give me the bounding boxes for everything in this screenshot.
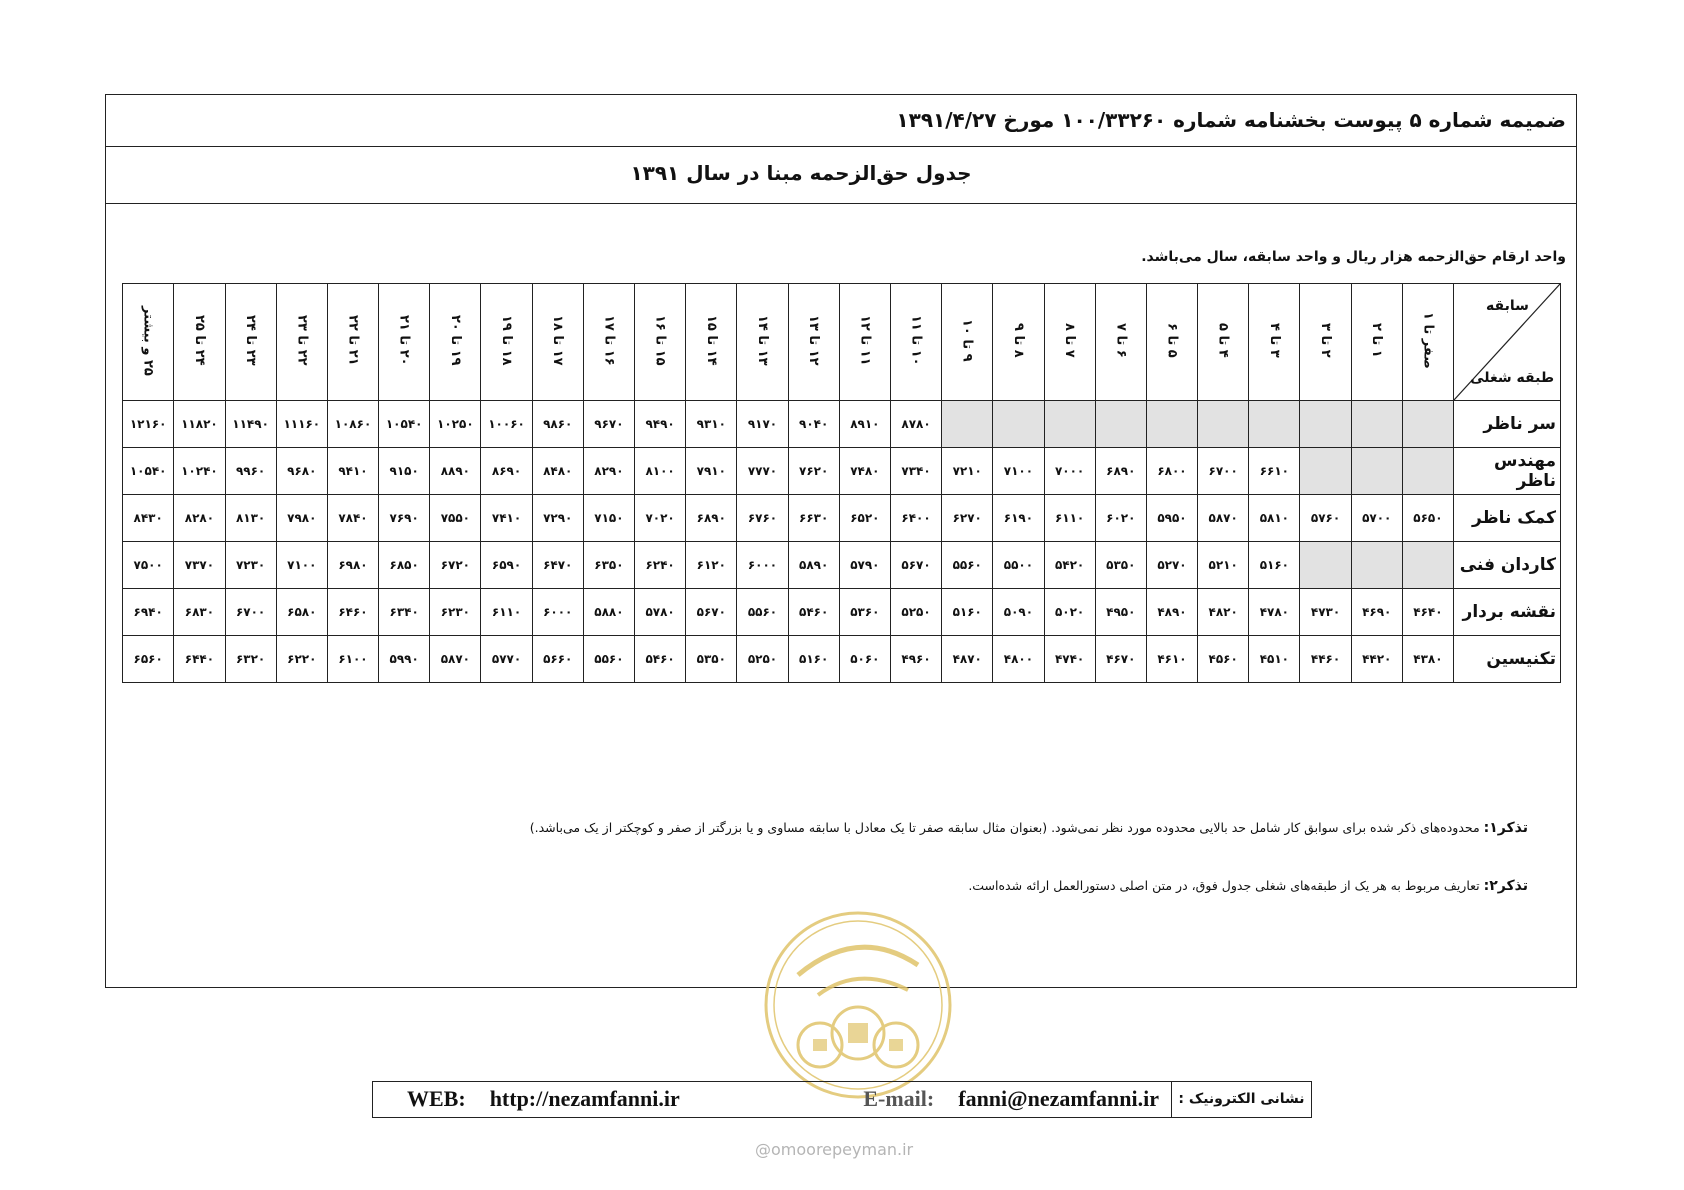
table-row [123,636,1561,683]
fee-cell: ۵۳۶۰ [839,589,890,636]
experience-column-header [379,284,430,401]
fee-cell: ۶۷۰۰ [225,589,276,636]
corner-label-experience: سابقه [1486,298,1529,314]
fee-cell: ۸۲۹۰ [583,448,634,495]
fee-cell: ۶۹۴۰ [123,589,174,636]
experience-column-header [276,284,327,401]
fee-cell: ۸۴۳۰ [123,495,174,542]
web-key: WEB: [407,1086,466,1111]
fee-cell: ۵۶۷۰ [686,589,737,636]
fee-cell: ۵۱۶۰ [942,589,993,636]
document-frame [105,94,1577,988]
note-label: تذکر۲: [1483,878,1528,894]
fee-cell: ۴۵۶۰ [1198,636,1249,683]
job-class-label: تکنیسین [1454,636,1561,683]
fee-cell: ۷۳۷۰ [174,542,225,589]
fee-cell: ۶۳۴۰ [379,589,430,636]
experience-column-header [1249,284,1300,401]
experience-column-header [327,284,378,401]
experience-column-header [123,284,174,401]
fee-cell: ۴۸۲۰ [1198,589,1249,636]
experience-column-header [225,284,276,401]
fee-cell: ۵۶۵۰ [1402,495,1453,542]
column-label: ۱۴ تا ۱۵ [703,315,719,366]
fee-cell: ۹۸۶۰ [532,401,583,448]
fee-cell [1300,448,1351,495]
fee-cell: ۷۷۷۰ [737,448,788,495]
fee-cell: ۶۵۹۰ [481,542,532,589]
experience-column-header [737,284,788,401]
fee-cell: ۷۰۲۰ [635,495,686,542]
fee-cell: ۶۴۴۰ [174,636,225,683]
fee-cell: ۶۱۱۰ [481,589,532,636]
job-class-label: کمک ناظر [1454,495,1561,542]
fee-cell: ۹۱۵۰ [379,448,430,495]
column-label: ۱۰ تا ۱۱ [908,315,924,366]
email-link[interactable]: fanni@nezamfanni.ir [958,1086,1159,1111]
fee-cell: ۴۶۹۰ [1351,589,1402,636]
email-address-label: نشانی الکترونیک : [1171,1082,1311,1117]
table-header-row [123,284,1561,401]
fee-cell: ۶۷۰۰ [1198,448,1249,495]
fee-cell: ۴۹۵۰ [1095,589,1146,636]
column-label: ۲۵ و بیشتر [140,305,156,376]
fee-cell: ۶۰۰۰ [737,542,788,589]
fee-cell: ۴۸۰۰ [993,636,1044,683]
instagram-watermark: @omoorepeyman.ir [755,1140,914,1159]
fee-cell: ۶۴۷۰ [532,542,583,589]
note-2 [968,878,1528,894]
fee-cell [1351,448,1402,495]
fee-cell: ۵۰۶۰ [839,636,890,683]
fee-cell: ۹۴۱۰ [327,448,378,495]
fee-cell: ۶۷۲۰ [430,542,481,589]
fee-cell: ۵۷۶۰ [1300,495,1351,542]
table-row [123,495,1561,542]
omoor-peyman-stamp-logo [758,905,958,1105]
fee-cell: ۶۱۹۰ [993,495,1044,542]
column-label: ۳ تا ۴ [1266,323,1282,358]
email-key: E-mail: [863,1086,935,1111]
fee-cell: ۵۵۶۰ [583,636,634,683]
fee-cell: ۴۶۴۰ [1402,589,1453,636]
fee-cell: ۵۶۶۰ [532,636,583,683]
fee-cell [1146,401,1197,448]
fee-cell: ۴۷۸۰ [1249,589,1300,636]
column-label: صفر تا ۱ [1420,312,1436,369]
fee-cell: ۶۱۲۰ [686,542,737,589]
column-label: ۱۷ تا ۱۸ [550,315,566,366]
job-class-label: کاردان فنی [1454,542,1561,589]
fee-cell: ۶۳۲۰ [225,636,276,683]
fee-cell: ۵۸۹۰ [788,542,839,589]
fee-cell: ۷۴۸۰ [839,448,890,495]
fee-table [122,283,1561,683]
table-row [123,448,1561,495]
note-label: تذکر۱: [1483,820,1528,836]
fee-cell: ۹۶۷۰ [583,401,634,448]
fee-cell [1351,401,1402,448]
fee-cell: ۷۱۰۰ [993,448,1044,495]
fee-cell: ۴۴۲۰ [1351,636,1402,683]
website-link[interactable]: http://nezamfanni.ir [489,1086,680,1111]
fee-cell: ۶۱۰۰ [327,636,378,683]
website [383,1086,680,1112]
job-class-label: نقشه بردار [1454,589,1561,636]
fee-cell [1249,401,1300,448]
fee-cell: ۶۹۸۰ [327,542,378,589]
fee-cell: ۷۵۰۰ [123,542,174,589]
experience-column-header [583,284,634,401]
experience-column-header [174,284,225,401]
column-label: ۲۱ تا ۲۲ [345,315,361,366]
fee-cell: ۴۹۶۰ [890,636,941,683]
fee-cell: ۱۱۴۹۰ [225,401,276,448]
fee-cell: ۵۸۷۰ [1198,495,1249,542]
experience-column-header [1146,284,1197,401]
fee-cell: ۵۸۷۰ [430,636,481,683]
fee-cell: ۹۰۴۰ [788,401,839,448]
fee-cell [1351,542,1402,589]
column-label: ۱۳ تا ۱۴ [754,315,770,366]
experience-column-header [635,284,686,401]
fee-cell: ۵۴۲۰ [1044,542,1095,589]
fee-cell: ۵۰۹۰ [993,589,1044,636]
fee-cell: ۵۰۲۰ [1044,589,1095,636]
fee-cell: ۷۲۱۰ [942,448,993,495]
fee-cell: ۱۰۵۴۰ [379,401,430,448]
fee-cell: ۱۰۲۵۰ [430,401,481,448]
fee-cell: ۴۸۷۰ [942,636,993,683]
column-label: ۲ تا ۳ [1318,323,1334,358]
fee-cell: ۶۳۵۰ [583,542,634,589]
experience-column-header [942,284,993,401]
corner-label-job-class: طبقه شغلی [1470,370,1554,386]
fee-cell: ۵۱۶۰ [788,636,839,683]
fee-cell: ۴۷۳۰ [1300,589,1351,636]
fee-cell: ۵۵۰۰ [993,542,1044,589]
experience-column-header [1044,284,1095,401]
fee-cell [1300,542,1351,589]
fee-cell: ۱۰۲۴۰ [174,448,225,495]
fee-cell [1044,401,1095,448]
table-title: جدول حق‌الزحمه مبنا در سال ۱۳۹۱ [106,147,1576,204]
fee-cell: ۵۵۶۰ [942,542,993,589]
fee-cell: ۸۹۱۰ [839,401,890,448]
fee-cell: ۶۲۴۰ [635,542,686,589]
fee-cell: ۹۳۱۰ [686,401,737,448]
fee-cell: ۶۲۲۰ [276,636,327,683]
fee-cell: ۵۲۷۰ [1146,542,1197,589]
table-row [123,542,1561,589]
note-1 [530,820,1528,836]
column-label: ۱۱ تا ۱۲ [857,315,873,366]
column-label: ۲۲ تا ۲۳ [294,315,310,366]
fee-cell: ۵۷۹۰ [839,542,890,589]
fee-cell: ۵۱۶۰ [1249,542,1300,589]
column-label: ۲۳ تا ۲۴ [243,315,259,366]
column-label: ۱۵ تا ۱۶ [652,315,668,366]
fee-cell: ۱۰۸۶۰ [327,401,378,448]
fee-cell: ۵۹۹۰ [379,636,430,683]
column-label: ۲۰ تا ۲۱ [396,315,412,366]
job-class-label: سر ناظر [1454,401,1561,448]
column-label: ۱ تا ۲ [1369,323,1385,358]
fee-cell: ۶۸۰۰ [1146,448,1197,495]
fee-cell: ۶۴۰۰ [890,495,941,542]
fee-cell: ۸۴۸۰ [532,448,583,495]
fee-cell: ۶۵۲۰ [839,495,890,542]
experience-column-header [890,284,941,401]
fee-cell: ۸۱۰۰ [635,448,686,495]
fee-cell: ۵۳۵۰ [686,636,737,683]
fee-cell: ۶۲۳۰ [430,589,481,636]
fee-cell: ۶۶۳۰ [788,495,839,542]
fee-cell: ۴۶۱۰ [1146,636,1197,683]
fee-cell [993,401,1044,448]
fee-cell: ۵۷۸۰ [635,589,686,636]
fee-cell: ۷۵۵۰ [430,495,481,542]
fee-cell: ۶۰۰۰ [532,589,583,636]
fee-cell: ۵۹۵۰ [1146,495,1197,542]
experience-column-header [1402,284,1453,401]
fee-cell: ۱۰۰۶۰ [481,401,532,448]
fee-cell: ۶۸۹۰ [1095,448,1146,495]
fee-cell: ۴۵۱۰ [1249,636,1300,683]
fee-cell: ۴۸۹۰ [1146,589,1197,636]
column-label: ۱۲ تا ۱۳ [806,315,822,366]
column-label: ۲۴ تا ۲۵ [191,315,207,366]
fee-cell: ۷۴۱۰ [481,495,532,542]
fee-cell: ۶۸۹۰ [686,495,737,542]
fee-cell: ۵۵۶۰ [737,589,788,636]
fee-cell [1402,542,1453,589]
fee-cell: ۷۱۰۰ [276,542,327,589]
fee-cell: ۷۲۳۰ [225,542,276,589]
fee-cell: ۵۸۸۰ [583,589,634,636]
fee-cell [1198,401,1249,448]
fee-cell: ۱۱۸۲۰ [174,401,225,448]
fee-cell: ۶۵۸۰ [276,589,327,636]
fee-cell: ۸۱۳۰ [225,495,276,542]
fee-cell: ۵۸۱۰ [1249,495,1300,542]
contact-footer [372,1081,1312,1118]
fee-cell: ۵۶۷۰ [890,542,941,589]
experience-column-header [1351,284,1402,401]
fee-cell: ۶۴۶۰ [327,589,378,636]
experience-column-header [839,284,890,401]
fee-cell: ۴۳۸۰ [1402,636,1453,683]
table-row [123,401,1561,448]
column-label: ۶ تا ۷ [1113,323,1129,358]
fee-cell: ۸۶۹۰ [481,448,532,495]
job-class-label: مهندس ناظر [1454,448,1561,495]
fee-cell: ۶۷۶۰ [737,495,788,542]
fee-cell: ۸۲۸۰ [174,495,225,542]
table-row [123,589,1561,636]
fee-cell: ۱۰۵۴۰ [123,448,174,495]
fee-cell [1402,448,1453,495]
fee-cell: ۷۹۱۰ [686,448,737,495]
fee-cell: ۷۰۰۰ [1044,448,1095,495]
fee-cell: ۷۶۹۰ [379,495,430,542]
column-label: ۱۶ تا ۱۷ [601,315,617,366]
note-text: محدوده‌های ذکر شده برای سوابق کار شامل حد بالایی محدوده مورد نظر نمی‌شود. (بعنوان مثال سابقه صفر تا یک معادل با سابقه مساوی و یا بزرگتر از صفر و کوچکتر از یک می‌باشد.) [529,820,1484,835]
column-label: ۹ تا ۱۰ [959,319,975,362]
experience-column-header [993,284,1044,401]
fee-cell: ۷۳۴۰ [890,448,941,495]
fee-cell: ۵۴۶۰ [635,636,686,683]
email [863,1086,1159,1112]
fee-cell [1095,401,1146,448]
experience-column-header [430,284,481,401]
unit-note: واحد ارقام حق‌الزحمه هزار ریال و واحد سابقه، سال می‌باشد. [1141,249,1566,265]
fee-cell: ۶۵۶۰ [123,636,174,683]
experience-column-header [788,284,839,401]
fee-cell: ۶۸۳۰ [174,589,225,636]
experience-column-header [1300,284,1351,401]
fee-cell: ۵۲۱۰ [1198,542,1249,589]
fee-cell: ۹۹۶۰ [225,448,276,495]
fee-cell: ۷۸۴۰ [327,495,378,542]
experience-column-header [1198,284,1249,401]
fee-cell: ۵۴۶۰ [788,589,839,636]
experience-column-header [481,284,532,401]
fee-cell [1300,401,1351,448]
fee-cell: ۵۷۰۰ [1351,495,1402,542]
fee-cell: ۶۸۵۰ [379,542,430,589]
fee-cell: ۸۸۹۰ [430,448,481,495]
fee-cell: ۹۴۹۰ [635,401,686,448]
fee-cell [1402,401,1453,448]
table-body [123,401,1561,683]
fee-cell: ۵۳۵۰ [1095,542,1146,589]
circular-title: ضمیمه شماره ۵ پیوست بخشنامه شماره ۱۰۰/۳۳۲۶۰ مورخ ۱۳۹۱/۴/۲۷ [106,95,1576,147]
fee-cell: ۴۶۷۰ [1095,636,1146,683]
fee-cell: ۶۲۷۰ [942,495,993,542]
fee-cell: ۹۶۸۰ [276,448,327,495]
fee-cell: ۵۲۵۰ [737,636,788,683]
fee-cell: ۶۰۲۰ [1095,495,1146,542]
column-label: ۱۸ تا ۱۹ [499,315,515,366]
fee-cell: ۷۹۸۰ [276,495,327,542]
fee-cell: ۴۷۴۰ [1044,636,1095,683]
fee-cell: ۸۷۸۰ [890,401,941,448]
fee-cell: ۷۱۵۰ [583,495,634,542]
corner-cell [1454,284,1561,401]
fee-cell: ۷۶۲۰ [788,448,839,495]
column-label: ۷ تا ۸ [1062,323,1078,358]
experience-column-header [686,284,737,401]
fee-cell: ۱۲۱۶۰ [123,401,174,448]
column-label: ۸ تا ۹ [1010,323,1026,358]
column-label: ۱۹ تا ۲۰ [447,315,463,366]
experience-column-header [532,284,583,401]
fee-cell: ۴۴۶۰ [1300,636,1351,683]
fee-cell: ۵۲۵۰ [890,589,941,636]
note-text: تعاریف مربوط به هر یک از طبقه‌های شغلی جدول فوق، در متن اصلی دستورالعمل ارائه شده‌است. [968,878,1484,893]
fee-cell: ۷۲۹۰ [532,495,583,542]
fee-cell: ۵۷۷۰ [481,636,532,683]
fee-cell: ۱۱۱۶۰ [276,401,327,448]
fee-cell: ۶۶۱۰ [1249,448,1300,495]
column-label: ۴ تا ۵ [1215,323,1231,358]
fee-cell [942,401,993,448]
column-label: ۵ تا ۶ [1164,323,1180,358]
fee-cell: ۶۱۱۰ [1044,495,1095,542]
fee-cell: ۹۱۷۰ [737,401,788,448]
experience-column-header [1095,284,1146,401]
